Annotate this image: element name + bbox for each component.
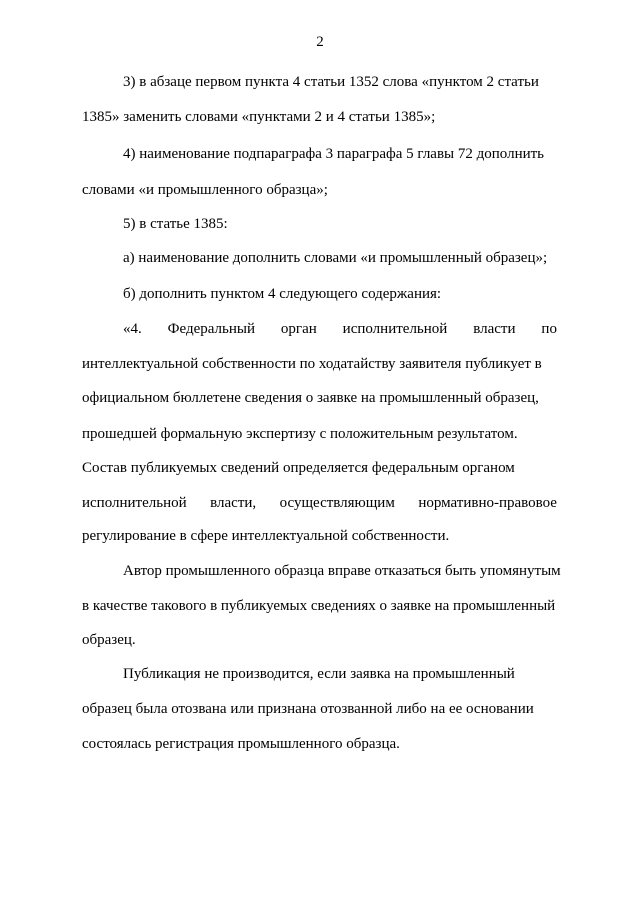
text-line: Состав публикуемых сведений определяется федеральным органом: [82, 460, 515, 476]
text-line: в качестве такового в публикуемых сведениях о заявке на промышленный: [82, 598, 556, 614]
text-line: б) дополнить пунктом 4 следующего содержания:: [123, 286, 442, 302]
word: орган: [280, 321, 317, 337]
word: осуществляющим: [279, 495, 395, 511]
page-number: 2: [316, 34, 324, 50]
text-line: официальном бюллетене сведения о заявке на промышленный образец,: [82, 390, 539, 406]
text-line: Публикация не производится, если заявка на промышленный: [123, 666, 515, 682]
text-line: образец.: [82, 632, 136, 648]
word: власти,: [210, 495, 257, 511]
word: нормативно-правовое: [418, 495, 557, 511]
text-line-justified: [123, 319, 557, 339]
text-line: состоялась регистрация промышленного образца.: [82, 736, 400, 752]
text-line: а) наименование дополнить словами «и промышленный образец»;: [123, 250, 548, 266]
text-line: 4) наименование подпараграфа 3 параграфа 5 главы 72 дополнить: [123, 146, 545, 162]
word: Федеральный: [167, 321, 256, 337]
word: исполнительной: [342, 321, 448, 337]
text-line: образец была отозвана или признана отозванной либо на ее основании: [82, 701, 534, 717]
text-line: прошедшей формальную экспертизу с положительным результатом.: [82, 426, 518, 442]
text-line: регулирование в сфере интеллектуальной собственности.: [82, 528, 450, 544]
text-line: Автор промышленного образца вправе отказаться быть упомянутым: [123, 563, 561, 579]
word: по: [541, 321, 557, 337]
word: власти: [473, 321, 516, 337]
text-line: словами «и промышленного образца»;: [82, 182, 328, 198]
text-line: 5) в статье 1385:: [123, 216, 228, 232]
word: «4.: [123, 321, 142, 337]
text-line: интеллектуальной собственности по ходатайству заявителя публикует в: [82, 356, 542, 372]
text-line: 1385» заменить словами «пунктами 2 и 4 статьи 1385»;: [82, 109, 436, 125]
word: исполнительной: [82, 495, 187, 511]
text-line: 3) в абзаце первом пункта 4 статьи 1352 слова «пунктом 2 статьи: [123, 74, 539, 90]
text-line-justified: [82, 493, 557, 513]
